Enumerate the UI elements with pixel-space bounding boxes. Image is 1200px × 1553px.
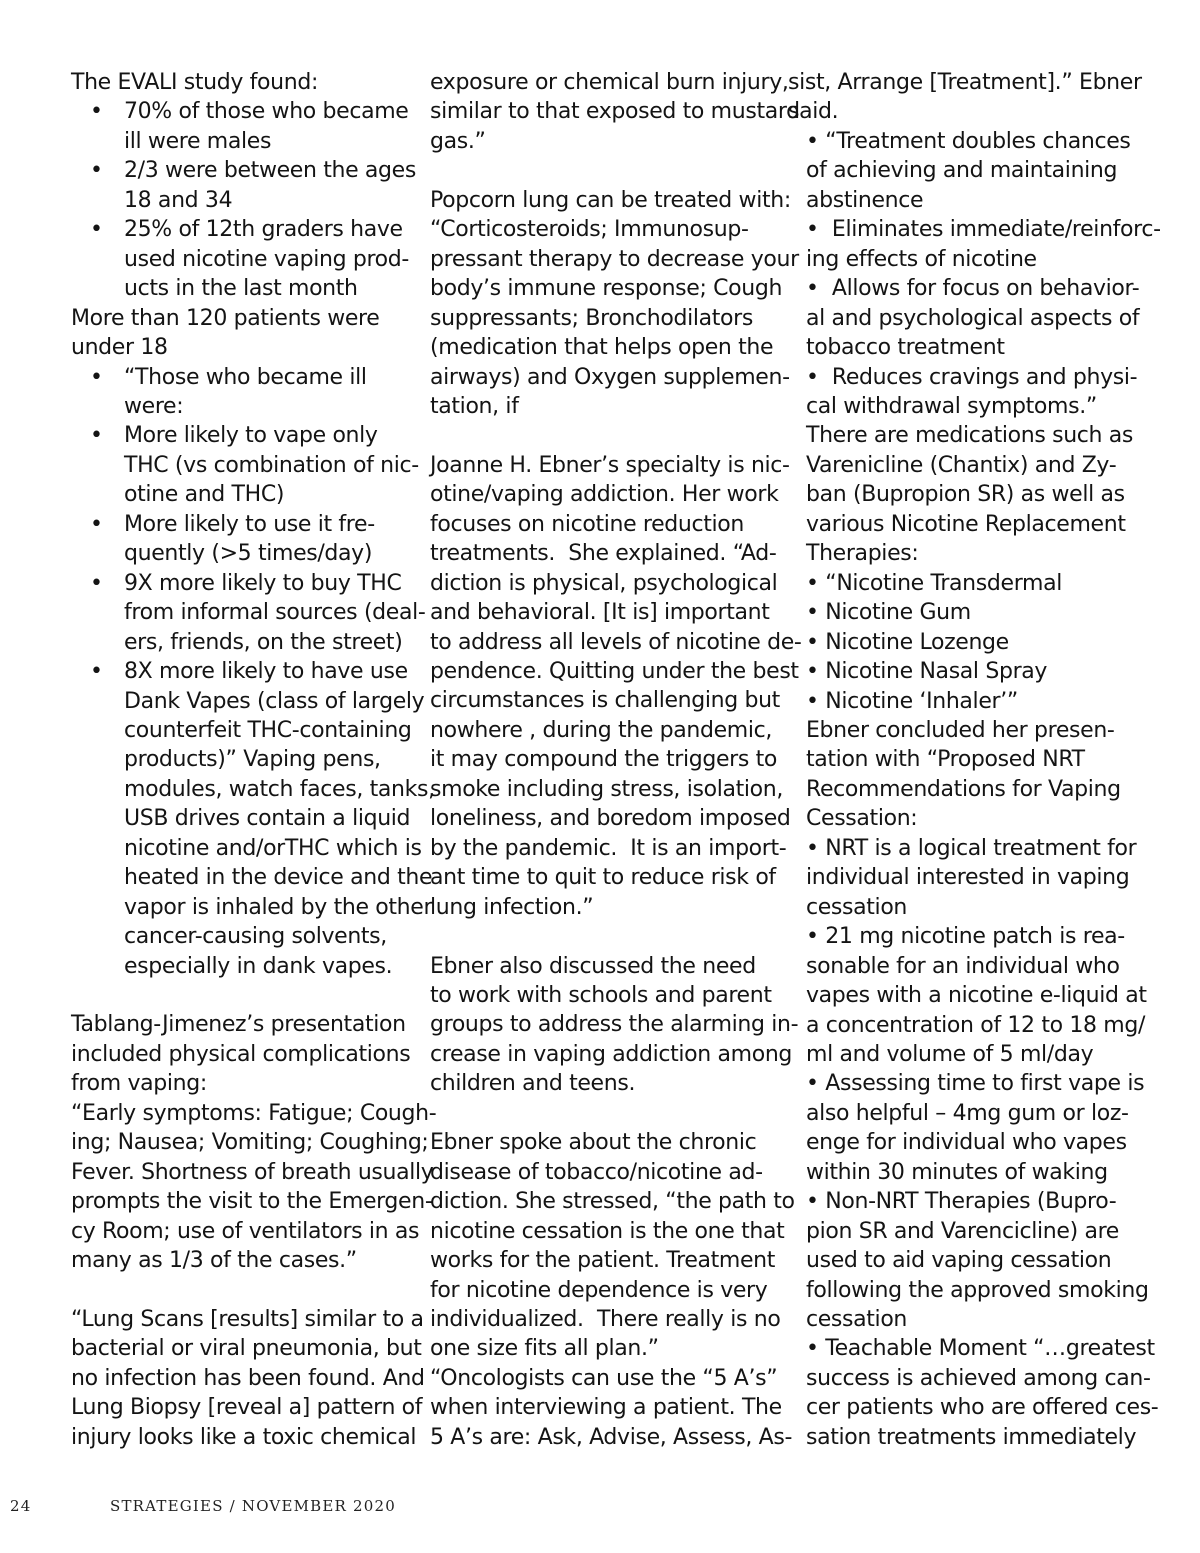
text-line: Therapies:	[806, 541, 919, 567]
text-line: Ebner concluded her presen-	[806, 717, 1115, 743]
text-line: sation treatments immediately	[806, 1424, 1137, 1450]
list-item-line: used nicotine vaping prod-	[124, 246, 409, 272]
list-item-line: 2/3 were between the ages	[124, 158, 416, 184]
text-line: crease in vaping addiction among	[430, 1041, 793, 1067]
bullet-icon: •	[90, 570, 103, 596]
text-line: Cessation:	[806, 806, 918, 832]
text-line: • Nicotine Nasal Spray	[806, 659, 1048, 685]
text-line: diction. She stressed, “the path to	[430, 1189, 795, 1215]
list-item-line: quently (>5 times/day)	[124, 541, 373, 567]
text-line: Popcorn lung can be treated with:	[430, 187, 791, 213]
text-line: similar to that exposed to mustard	[430, 99, 800, 125]
text-line: airways) and Oxygen supplemen-	[430, 364, 790, 390]
text-line: under 18	[71, 335, 168, 361]
text-line: al and psychological aspects of	[806, 305, 1140, 331]
five-as-continuation	[788, 68, 1161, 127]
text-line: within 30 minutes of waking	[806, 1159, 1108, 1185]
text-line: also helpful – 4mg gum or loz-	[806, 1100, 1129, 1126]
complications-paragraph	[71, 1010, 436, 1275]
text-line: lung infection.”	[430, 894, 594, 920]
text-line: (medication that helps open the	[430, 335, 774, 361]
list-item-line: ill were males	[124, 128, 272, 154]
list-item-line: heated in the device and the	[124, 865, 433, 891]
text-line: • Nicotine ‘Inhaler’”	[806, 688, 1018, 714]
text-line: ing; Nausea; Vomiting; Coughing;	[71, 1130, 429, 1156]
list-item	[71, 510, 436, 569]
text-line: focuses on nicotine reduction	[430, 511, 745, 537]
text-line: “Early symptoms: Fatigue; Cough-	[71, 1100, 437, 1126]
page-number: 24	[10, 1497, 32, 1515]
text-line: following the approved smoking	[806, 1277, 1149, 1303]
bullet-icon: •	[90, 423, 103, 449]
list-item-line: ucts in the last month	[124, 276, 358, 302]
text-line: More than 120 patients were	[71, 305, 380, 331]
text-line: disease of tobacco/nicotine ad-	[430, 1159, 763, 1185]
text-line: ban (Bupropion SR) as well as	[806, 482, 1125, 508]
list-item-line: nicotine and/orTHC which is	[124, 835, 422, 861]
bullet-icon: •	[90, 217, 103, 243]
text-line: tation with “Proposed NRT	[806, 747, 1085, 773]
text-line: bacterial or viral pneumonia, but	[71, 1336, 422, 1362]
text-line: ing effects of nicotine	[806, 246, 1037, 272]
text-line: diction is physical, psychological	[430, 570, 778, 596]
text-line: injury looks like a toxic chemical	[71, 1424, 417, 1450]
list-item-line: ers, friends, on the street)	[124, 629, 403, 655]
text-line: Varenicline (Chantix) and Zy-	[806, 452, 1117, 478]
text-line: suppressants; Bronchodilators	[430, 305, 753, 331]
text-line: • NRT is a logical treatment for	[806, 835, 1137, 861]
text-line: abstinence	[806, 187, 924, 213]
text-line: • Teachable Moment “…greatest	[806, 1336, 1155, 1362]
text-line: 5 A’s are: Ask, Advise, Assess, As-	[430, 1424, 793, 1450]
text-line: tation, if	[430, 393, 519, 419]
list-item-line: 70% of those who became	[124, 99, 409, 125]
text-line: individual interested in vaping	[806, 865, 1130, 891]
text-line: cer patients who are offered ces-	[806, 1395, 1159, 1421]
list-item-line: More likely to use it fre-	[124, 511, 375, 537]
text-line: exposure or chemical burn injury,	[430, 70, 789, 95]
list-item-line: modules, watch faces, tanks,	[124, 776, 435, 802]
text-line: loneliness, and boredom imposed	[430, 806, 791, 832]
text-line: Lung Biopsy [reveal a] pattern of	[71, 1395, 423, 1421]
evali-intro: The EVALI study found:	[71, 70, 319, 95]
publication-name: STRATEGIES / NOVEMBER 2020	[110, 1497, 396, 1515]
chronic-disease-paragraph	[430, 1128, 801, 1452]
patients-under-18-text	[71, 304, 436, 363]
text-line: Joanne H. Ebner’s specialty is nic-	[430, 452, 790, 478]
list-item-line: especially in dank vapes.	[124, 953, 393, 979]
text-line: sonable for an individual who	[806, 953, 1120, 979]
text-line: many as 1/3 of the cases.”	[71, 1248, 357, 1274]
text-line: “Corticosteroids; Immunosup-	[430, 217, 749, 243]
list-item	[71, 97, 436, 156]
text-line: • Allows for focus on behavior-	[806, 276, 1140, 302]
text-line: groups to address the alarming in-	[430, 1012, 799, 1038]
text-line: when interviewing a patient. The	[430, 1395, 782, 1421]
text-line: nicotine cessation is the one that	[430, 1218, 785, 1244]
popcorn-lung-paragraph	[430, 186, 801, 422]
text-line: gas.”	[430, 128, 486, 154]
list-item	[71, 657, 436, 981]
text-line: • Non-NRT Therapies (Bupro-	[806, 1189, 1117, 1215]
text-line: said.	[788, 99, 839, 125]
list-item-line: vapor is inhaled by the other	[124, 894, 433, 920]
list-item-line: otine and THC)	[124, 482, 285, 508]
list-item	[71, 156, 436, 215]
text-line: various Nicotine Replacement	[806, 511, 1126, 537]
text-line: treatments. She explained. “Ad-	[430, 541, 777, 567]
bullet-icon: •	[90, 659, 103, 685]
text-line: cy Room; use of ventilators in as	[71, 1218, 420, 1244]
text-line: otine/vaping addiction. Her work	[430, 482, 779, 508]
list-item-line: 9X more likely to buy THC	[124, 570, 402, 596]
text-line: to address all levels of nicotine de-	[430, 629, 802, 655]
list-item-line: from informal sources (deal-	[124, 600, 426, 626]
text-line: individualized. There really is no	[430, 1306, 781, 1332]
text-line: and behavioral. [It is] important	[430, 600, 770, 626]
text-line: Ebner also discussed the need	[430, 953, 756, 979]
text-line: pendence. Quitting under the best	[430, 659, 799, 685]
column-3	[788, 68, 1161, 1452]
text-line: it may compound the triggers to	[430, 747, 777, 773]
text-line: cessation	[806, 894, 908, 920]
text-line: success is achieved among can-	[806, 1365, 1151, 1391]
text-line: • 21 mg nicotine patch is rea-	[806, 924, 1125, 950]
bullet-icon: •	[90, 364, 103, 390]
text-line: pion SR and Varencicline) are	[806, 1218, 1119, 1244]
list-item-line: 18 and 34	[124, 187, 233, 213]
text-line: cessation	[806, 1307, 908, 1333]
text-line: pressant therapy to decrease your	[430, 246, 799, 272]
chemical-burn-paragraph	[430, 68, 801, 156]
text-line: children and teens.	[430, 1071, 636, 1097]
text-line: “Lung Scans [results] similar to a	[71, 1307, 424, 1332]
list-item-line: counterfeit THC-containing	[124, 717, 412, 743]
text-line: • Eliminates immediate/reinforc-	[806, 217, 1161, 243]
list-item-line: Dank Vapes (class of largely	[124, 688, 425, 714]
list-item-line: “Those who became ill	[124, 364, 367, 390]
list-item-line: 25% of 12th graders have	[124, 217, 403, 243]
list-item	[71, 569, 436, 657]
text-line: tobacco treatment	[806, 335, 1005, 361]
text-line: cal withdrawal symptoms.”	[806, 393, 1097, 419]
text-line: There are medications such as	[806, 423, 1134, 449]
ebner-specialty-paragraph	[430, 451, 801, 922]
list-item-line: were:	[124, 393, 184, 419]
text-line: for nicotine dependence is very	[430, 1277, 768, 1303]
bullet-icon: •	[90, 158, 103, 184]
bullet-icon: •	[90, 511, 103, 537]
text-line: one size fits all plan.”	[430, 1336, 659, 1362]
bullet-icon: •	[90, 99, 103, 125]
evali-findings-list	[71, 97, 436, 303]
list-item	[71, 215, 436, 303]
text-line: used to aid vaping cessation	[806, 1248, 1112, 1274]
text-line: • “Nicotine Transdermal	[806, 570, 1062, 596]
lung-scans-paragraph	[71, 1305, 436, 1452]
list-item-line: THC (vs combination of nic-	[124, 452, 419, 478]
text-line: Tablang-Jimenez’s presentation	[71, 1012, 406, 1038]
text-line: included physical complications	[71, 1041, 411, 1067]
text-line: • Nicotine Lozenge	[806, 629, 1009, 655]
text-line: smoke including stress, isolation,	[430, 776, 783, 802]
column-1	[71, 68, 436, 1452]
list-item-line: products)” Vaping pens,	[124, 747, 381, 773]
text-line: vapes with a nicotine e-liquid at	[806, 983, 1147, 1009]
text-line: of achieving and maintaining	[806, 158, 1118, 184]
text-line: a concentration of 12 to 18 mg/	[806, 1012, 1146, 1038]
list-item	[71, 363, 436, 422]
text-line: prompts the visit to the Emergen-	[71, 1189, 433, 1215]
list-item-line: USB drives contain a liquid	[124, 806, 411, 832]
text-line: • Nicotine Gum	[806, 600, 971, 626]
text-line: from vaping:	[71, 1071, 207, 1097]
text-line: body’s immune response; Cough	[430, 276, 783, 302]
text-line: sist, Arrange [Treatment].” Ebner	[788, 70, 1142, 95]
illness-factors-list	[71, 363, 436, 982]
text-line: Recommendations for Vaping	[806, 776, 1121, 802]
text-line: “Oncologists can use the “5 A’s”	[430, 1365, 778, 1391]
text-line: Fever. Shortness of breath usually	[71, 1159, 434, 1185]
text-line: by the pandemic. It is an import-	[430, 835, 787, 861]
list-item	[71, 421, 436, 509]
text-line: Ebner spoke about the chronic	[430, 1130, 757, 1156]
list-item-line: More likely to vape only	[124, 423, 378, 449]
text-line: • Assessing time to first vape is	[806, 1071, 1145, 1097]
text-line: ant time to quit to reduce risk of	[430, 865, 776, 891]
text-line: enge for individual who vapes	[806, 1130, 1127, 1156]
text-line: ml and volume of 5 ml/day	[806, 1041, 1094, 1067]
text-line: circumstances is challenging but	[430, 688, 780, 714]
text-line: • Reduces cravings and physi-	[806, 364, 1138, 390]
text-line: nowhere , during the pandemic,	[430, 717, 773, 743]
list-item-line: 8X more likely to have use	[124, 659, 408, 685]
treatment-recommendations	[806, 127, 1161, 1452]
text-line: to work with schools and parent	[430, 983, 772, 1008]
column-2	[430, 68, 801, 1452]
text-line: • “Treatment doubles chances	[806, 128, 1131, 154]
text-line: works for the patient. Treatment	[430, 1248, 776, 1274]
list-item-line: cancer-causing solvents,	[124, 924, 387, 950]
schools-paragraph	[430, 952, 801, 1099]
text-line: no infection has been found. And	[71, 1365, 425, 1391]
